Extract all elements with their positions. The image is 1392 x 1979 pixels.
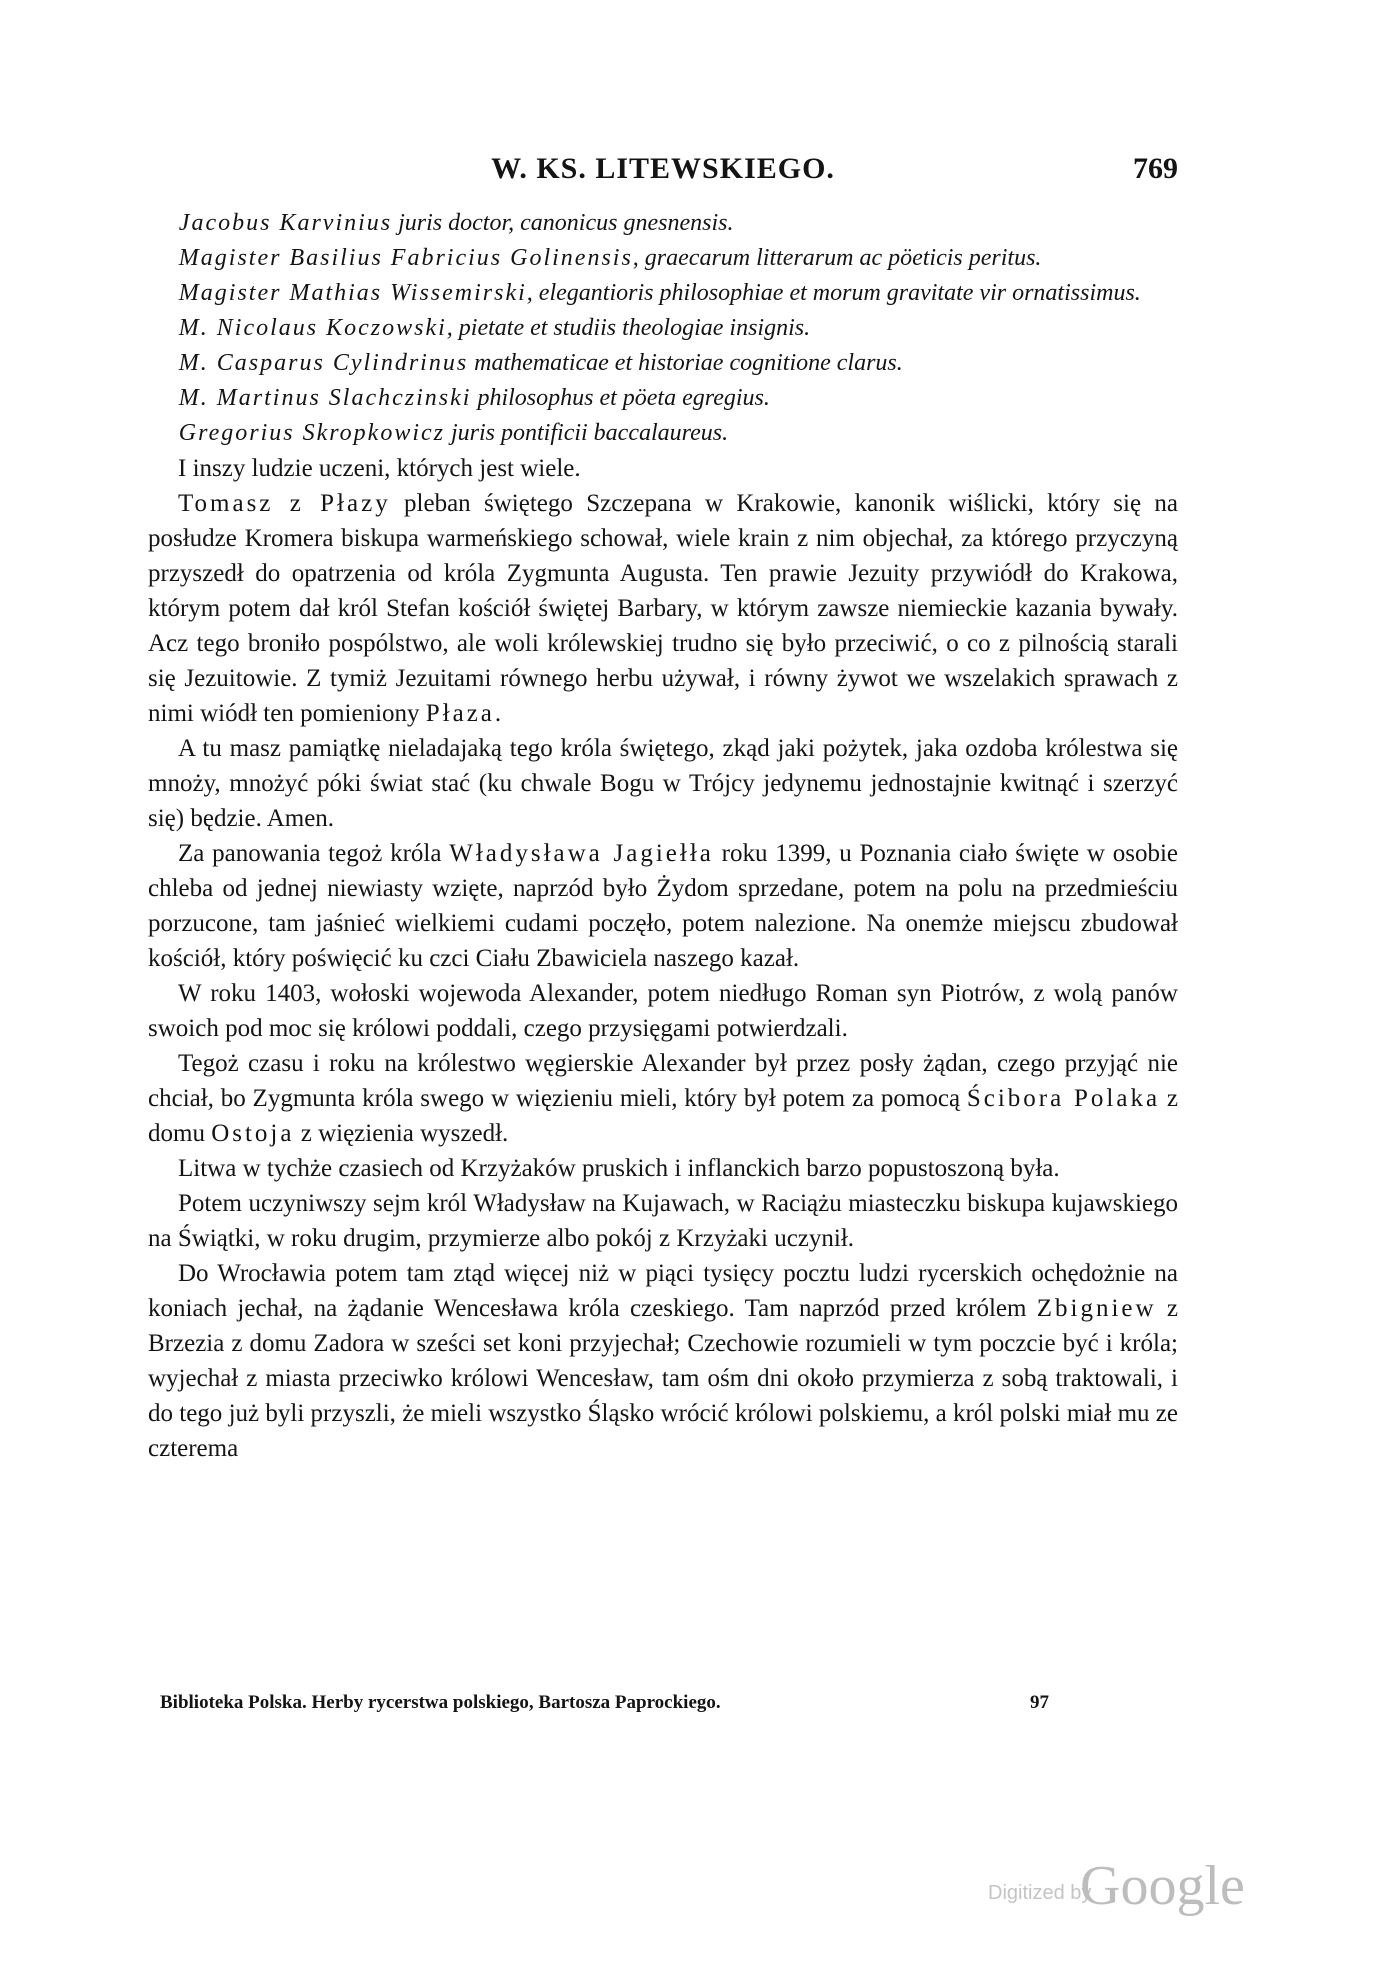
paragraph-text: z więzienia wyszedł. [294, 1120, 509, 1147]
scholar-name: Magister Mathias Wissemirski [178, 280, 527, 306]
paragraph: Potem uczyniwszy sejm król Władysław na Kujawach, w Raciążu miasteczku biskupa kujawskiego na Świątki, w roku drugim, przymierze albo pokój z Krzyżaki uczynił. [148, 1190, 1178, 1252]
digitized-watermark [988, 1855, 1288, 1918]
person-name: Płaza. [425, 700, 505, 727]
scholar-name: Magister Basilius Fabricius Golinensis [178, 245, 633, 271]
scholar-description: juris doctor, canonicus gnesnensis. [392, 210, 734, 236]
signature-mark: 97 [1030, 1692, 1049, 1713]
closing-line: I inszy ludzie uczeni, których jest wiele. [178, 455, 581, 482]
person-name: Tomasz z Płazy [178, 490, 391, 517]
latin-entry [148, 206, 1178, 241]
scholar-description: , graecarum litterarum ac pöeticis peritus. [632, 245, 1042, 271]
scholar-description: mathematicae et historiae cognitione clarus. [468, 350, 903, 376]
latin-entry [148, 311, 1178, 346]
paragraph-text: z Brzezia z domu Zadora w sześci set koni przyjechał; Czechowie rozumieli w tym poczcie być i króla; wyjechał z miasta przeciwko królowi Wencesław, tam ośm dni około przymierza z sobą traktowali, i do tego już byli przyszli, że mieli wszystko Śląsko wrócić królowi polskiemu, a król polski miał mu ze czterema [148, 1295, 1178, 1462]
footer-title: Biblioteka Polska. Herby rycerstwa polskiego, Bartosza Paprockiego. [160, 1692, 721, 1713]
paragraph [148, 836, 1178, 976]
scholar-name: M. Martinus Slachczinski [178, 385, 472, 411]
person-name: Ostoja [211, 1120, 295, 1147]
scholar-name: Jacobus Karvinius [178, 210, 393, 236]
scholar-description: , pietate et studiis theologiae insignis. [446, 315, 811, 341]
paragraph-text: Za panowania tegoż króla [178, 840, 450, 867]
digitized-by-text: Digitized by [988, 1882, 1092, 1904]
paragraph-text: Tegoż czasu i roku na królestwo węgierskie Alexander był przez posły żądan, czego przyjąć nie chciał, bo Zygmunta króla swego w więzieniu mieli, który był potem za pomocą [148, 1050, 1178, 1112]
latin-entry [148, 346, 1178, 381]
google-logo: Google [1080, 1855, 1245, 1917]
latin-entry [148, 416, 1178, 451]
paragraph [148, 486, 1178, 731]
scholar-name: M. Nicolaus Koczowski [178, 315, 447, 341]
person-name: Ścibora Polaka [966, 1085, 1161, 1112]
paragraph [148, 1046, 1178, 1151]
latin-entry [148, 276, 1178, 311]
paragraph: A tu masz pamiątkę nieladajaką tego króla świętego, zkąd jaki pożytek, jaka ozdoba królestwa się mnoży, mnożyć póki świat stać (ku chwale Bogu w Trójcy jedynemu jednostajnie kwitnąć i szerzyć się) będzie. Amen. [148, 735, 1178, 832]
paragraph-text: pleban świętego Szczepana w Krakowie, kanonik wiślicki, który się na posłudze Kromera biskupa warmeńskiego schował, wiele krain z nim objechał, za którego przyczyną przyszedł do opatrzenia od króla Zygmunta Augusta. Ten prawie Jezuity przywiódł do Krakowa, którym potem dał król Stefan kościół świętej Barbary, w którym zawsze niemieckie kazania bywały. Acz tego broniło pospólstwo, ale woli królewskiej trudno się było przeciwić, o co z pilnością starali się Jezuitowie. Z tymiż Jezuitami równego herbu używał, i równy żywot we wszelakich sprawach z nimi wiódł ten pomieniony [148, 490, 1178, 727]
scholar-description: philosophus et pöeta egregius. [471, 385, 770, 411]
paragraph: W roku 1403, wołoski wojewoda Alexander, potem niedługo Roman syn Piotrów, z wolą panów swoich pod moc się królowi poddali, czego przysięgami potwierdzali. [148, 980, 1178, 1042]
page-header [148, 152, 1178, 196]
scholar-description: juris pontificii baccalaureus. [445, 420, 729, 446]
scholar-description: , elegantioris philosophiae et morum gravitate vir ornatissimus. [526, 280, 1141, 306]
paragraph [148, 1256, 1178, 1466]
running-title: W. KS. LITEWSKIEGO. [491, 152, 835, 185]
paragraph-text: Do Wrocławia potem tam ztąd więcej niż w piąci tysięcy pocztu ludzi rycerskich ochędożnie na koniach jechał, na żądanie Wencesława króla czeskiego. Tam naprzód przed królem [148, 1260, 1178, 1322]
scholar-name: M. Casparus Cylindrinus [178, 350, 469, 376]
paragraph: Litwa w tychże czasiech od Krzyżaków pruskich i inflanckich barzo popustoszoną była. [178, 1155, 1060, 1182]
page-footer [160, 1692, 1060, 1722]
person-name: Władysława Jagiełła [449, 840, 714, 867]
body-text [148, 206, 1178, 1466]
person-name: Zbigniew [1036, 1295, 1157, 1322]
paragraph-text: roku 1399, u Poznania ciało święte w osobie chleba od jednej niewiasty wzięte, naprzód było Żydom sprzedane, potem na polu na przedmieściu porzucone, tam jaśnieć wielkiemi cudami poczęło, potem nalezione. Na onemże miejscu zbudował kościół, który poświęcić ku czci Ciału Zbawiciela naszego kazał. [148, 840, 1178, 972]
latin-entry [148, 241, 1178, 276]
scholar-name: Gregorius Skropkowicz [178, 420, 445, 446]
latin-entry [148, 381, 1178, 416]
paragraph-text: z domu [148, 1085, 1178, 1147]
page-number: 769 [1133, 152, 1178, 185]
